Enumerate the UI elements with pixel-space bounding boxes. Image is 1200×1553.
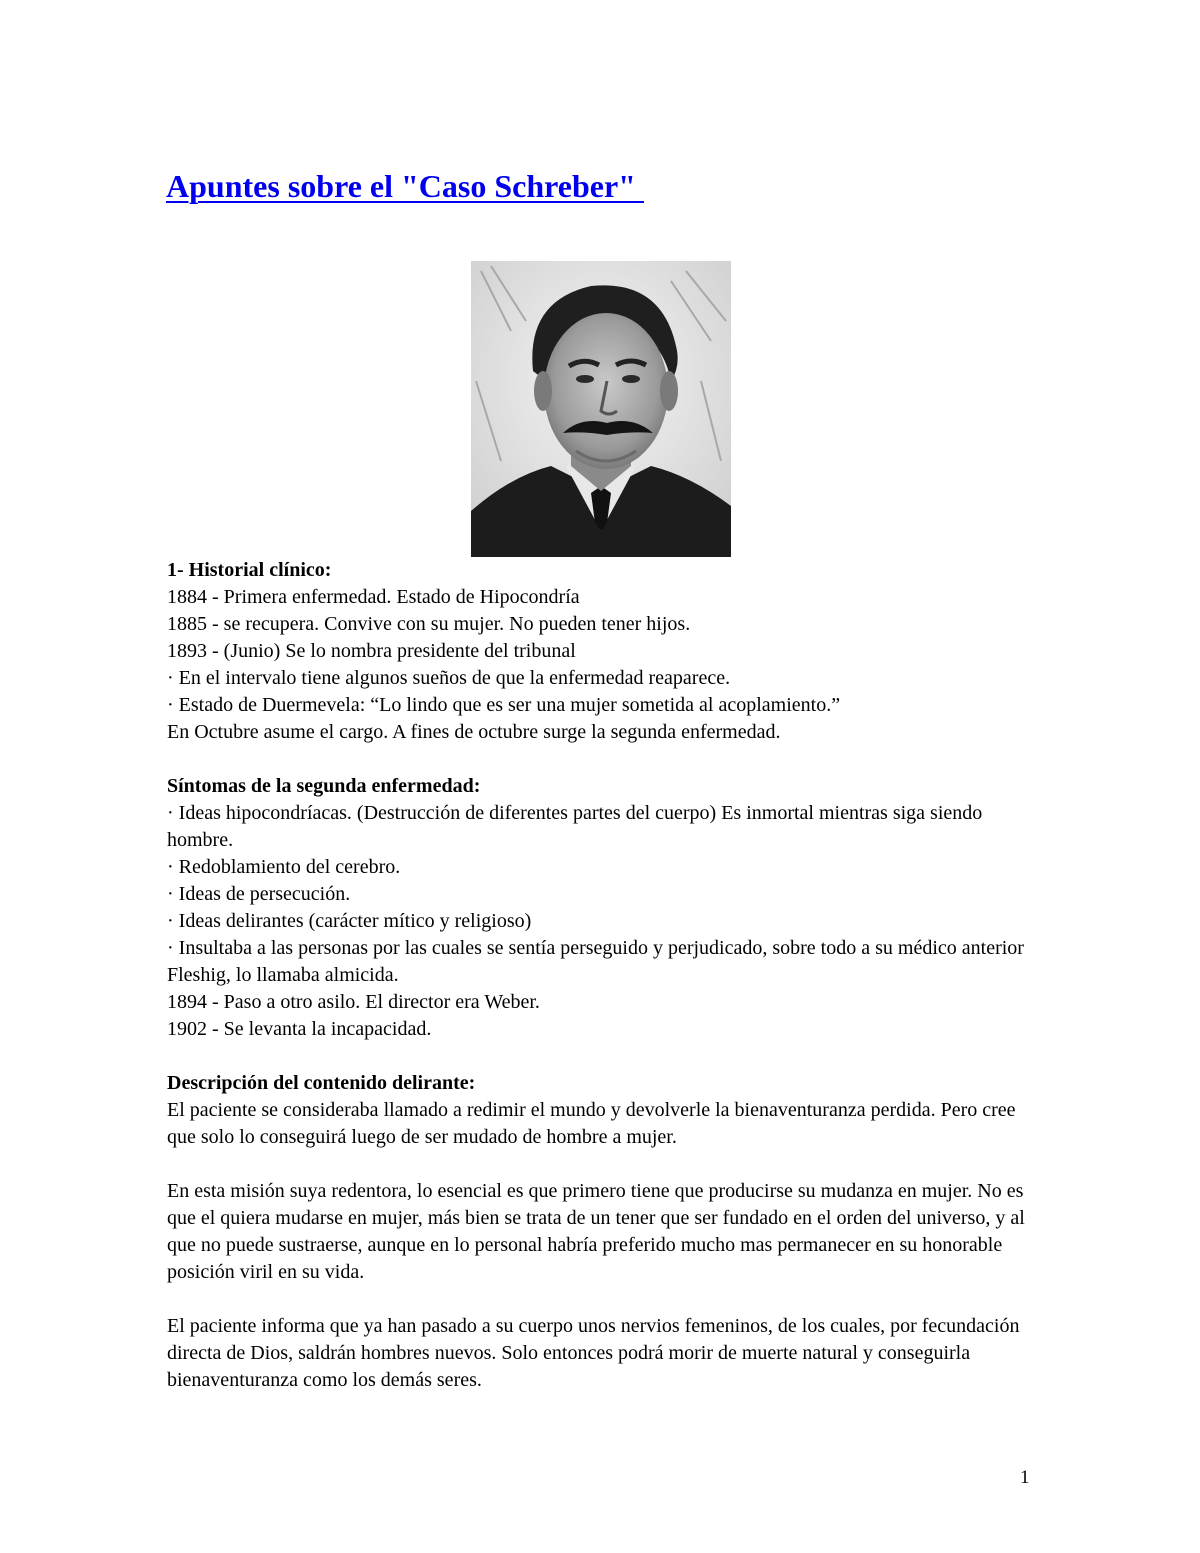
historial-line: · Estado de Duermevela: “Lo lindo que es ser una mujer sometida al acoplamiento.” [167, 694, 841, 716]
descripcion-heading: Descripción del contenido delirante: [167, 1072, 476, 1094]
descripcion-paragraph: El paciente informa que ya han pasado a su cuerpo unos nervios femeninos, de los cuales, por fecundación directa de Dios, saldrán hombres nuevos. Solo entonces podrá morir de muerte natural y conseguirla bienaventuranza como los demás seres. [167, 1315, 1020, 1391]
sintomas-line: · Ideas hipocondríacas. (Destrucción de diferentes partes del cuerpo) Es inmortal mientras siga siendo hombre. [167, 802, 983, 851]
descripcion-paragraph: En esta misión suya redentora, lo esencial es que primero tiene que producirse su mudanza en mujer. No es que el quiera mudarse en mujer, más bien se trata de un tener que ser fundado en el orden del universo, y al que no puede sustraerse, aunque en lo personal habría preferido mucho mas permanecer en su honorable posición viril en su vida. [167, 1180, 1025, 1283]
historial-line: 1893 - (Junio) Se lo nombra presidente del tribunal [167, 640, 576, 662]
sintomas-line: · Ideas de persecución. [167, 883, 351, 905]
descripcion-paragraph: El paciente se consideraba llamado a redimir el mundo y devolverle la bienaventuranza perdida. Pero cree que solo lo conseguirá luego de ser mudado de hombre a mujer. [167, 1099, 1016, 1148]
historial-heading: 1- Historial clínico: [167, 559, 332, 581]
portrait-illustration [471, 261, 731, 557]
sintomas-line: 1894 - Paso a otro asilo. El director era Weber. [167, 991, 540, 1013]
sintomas-line: · Insultaba a las personas por las cuales se sentía perseguido y perjudicado, sobre todo a su médico anterior Fleshig, lo llamaba almicida. [167, 937, 1024, 986]
paragraph-spacer [167, 1151, 1047, 1178]
page-number: 1 [1020, 1467, 1030, 1488]
document-title-link[interactable]: Apuntes sobre el "Caso Schreber" [166, 168, 644, 204]
historial-line: · En el intervalo tiene algunos sueños de que la enfermedad reaparece. [167, 667, 731, 689]
portrait-photo [471, 261, 731, 557]
paragraph-spacer [167, 1043, 1047, 1070]
paragraph-spacer [167, 746, 1047, 773]
sintomas-line: · Ideas delirantes (carácter mítico y religioso) [167, 910, 532, 932]
document-body [167, 557, 1047, 1394]
sintomas-line: · Redoblamiento del cerebro. [167, 856, 401, 878]
historial-line: 1885 - se recupera. Convive con su mujer. No pueden tener hijos. [167, 613, 691, 635]
paragraph-spacer [167, 1286, 1047, 1313]
historial-line: En Octubre asume el cargo. A fines de octubre surge la segunda enfermedad. [167, 721, 781, 743]
sintomas-heading: Síntomas de la segunda enfermedad: [167, 775, 481, 797]
sintomas-line: 1902 - Se levanta la incapacidad. [167, 1018, 432, 1040]
historial-line: 1884 - Primera enfermedad. Estado de Hipocondría [167, 586, 580, 608]
